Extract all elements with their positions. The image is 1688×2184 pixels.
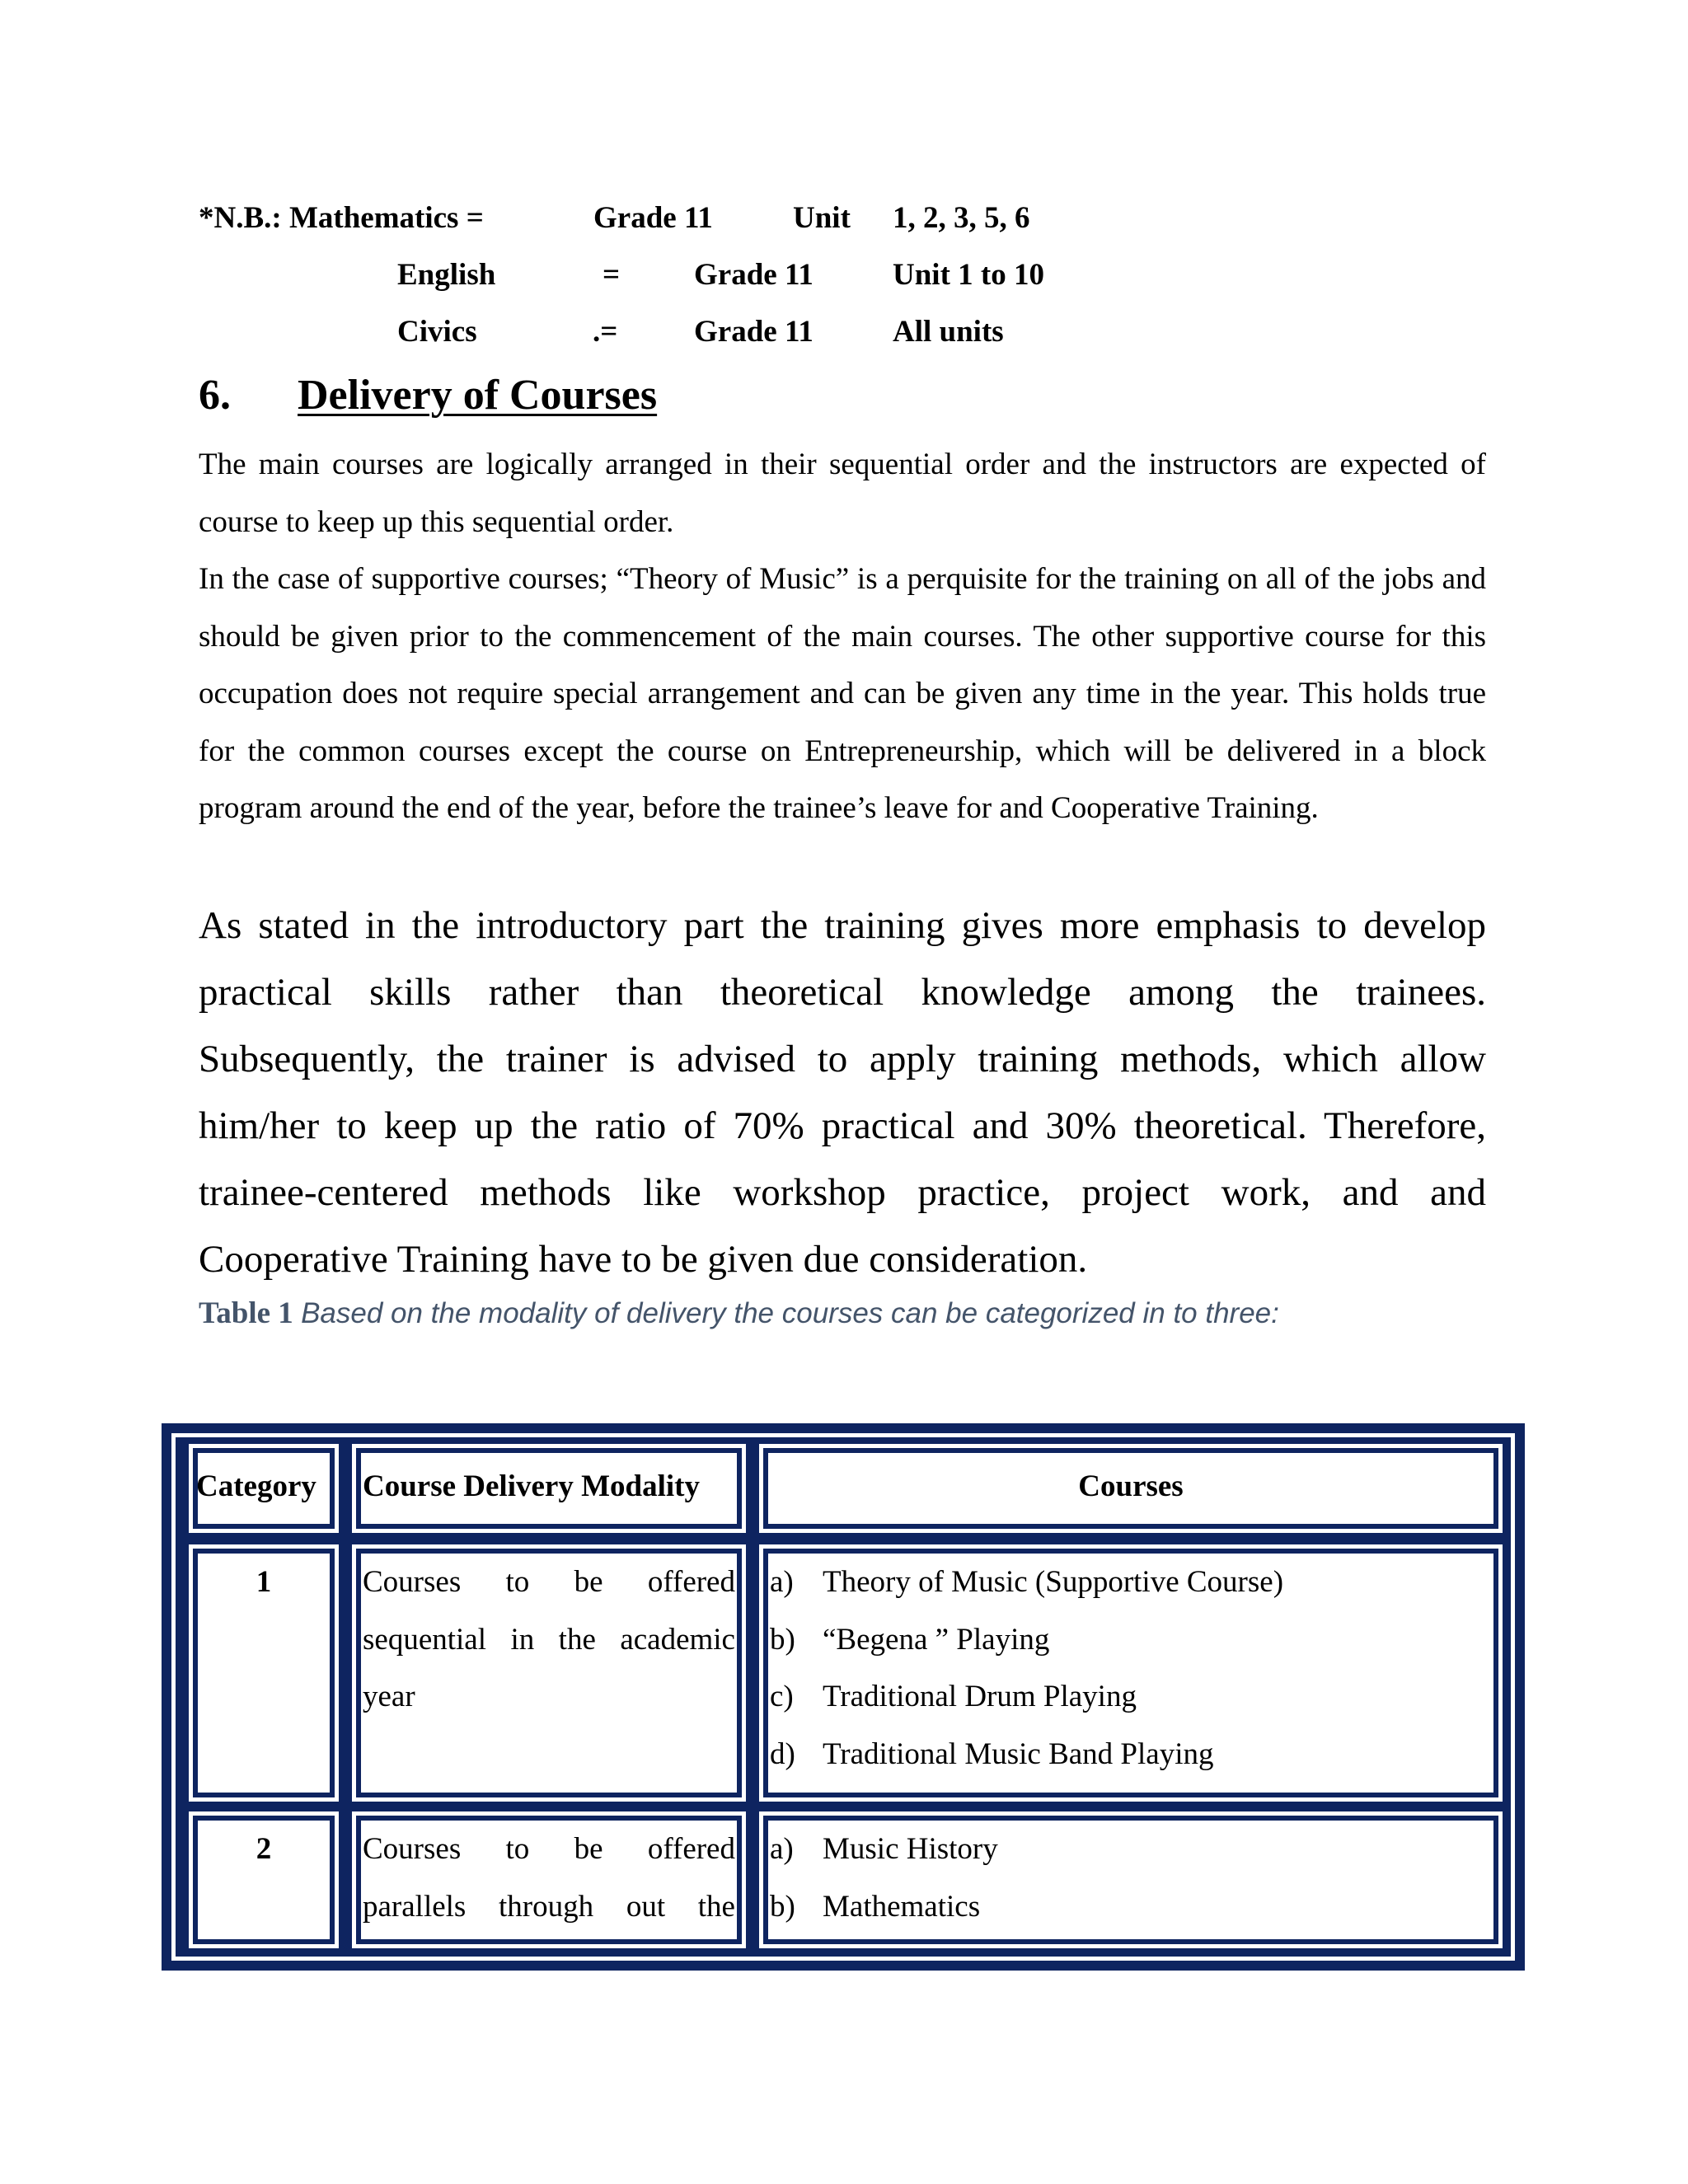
row-1-courses-cell	[763, 1549, 1498, 1797]
paragraph-3: As stated in the introductory part the training gives more emphasis to develop practical skills rather than theoretical knowledge among the trainees. Subsequently, the trainer is advised to apply training methods, which allow him/her to keep up the ratio of 70% practical and 30% theoretical. Therefore, trainee-centered methods like workshop practice, project work, and and Cooperative Training have to be given due consideration.	[199, 904, 1486, 1281]
row-1-category: 1	[256, 1565, 272, 1599]
header-courses: Courses	[1078, 1469, 1184, 1503]
word: sequential	[363, 1622, 487, 1657]
modality-line	[363, 1611, 735, 1669]
header-cell-modality	[356, 1448, 742, 1529]
word: academic	[620, 1622, 735, 1657]
word: to	[505, 1832, 530, 1866]
nb-row-2-eq: =	[603, 258, 621, 292]
word: be	[574, 1565, 603, 1599]
course-marker: a)	[770, 1832, 794, 1866]
course-item	[770, 1554, 1283, 1611]
nb-row-3-grade: Grade 11	[694, 315, 814, 349]
header-cell-courses	[763, 1448, 1498, 1529]
paragraph-1: The main courses are logically arranged in their sequential order and the instructors are expected of course to keep up this sequential order.	[199, 448, 1486, 539]
course-marker: d)	[770, 1736, 795, 1771]
course-name: Music History	[823, 1832, 998, 1866]
header-modality: Course Delivery Modality	[363, 1469, 700, 1503]
word: be	[574, 1832, 603, 1866]
modality-line	[363, 1878, 735, 1936]
header-cell-category	[193, 1448, 335, 1529]
nb-row-3-eq: .=	[593, 315, 618, 349]
course-marker: a)	[770, 1565, 794, 1599]
row-1-modality-cell	[356, 1549, 742, 1797]
word: offered	[647, 1565, 735, 1599]
nb-row-1-subject: *N.B.: Mathematics =	[199, 201, 484, 235]
nb-row-2-subject: English	[397, 258, 496, 292]
nb-row-2-grade: Grade 11	[694, 258, 814, 292]
word: Courses	[363, 1565, 462, 1599]
nb-row-1-unit-label: Unit	[793, 201, 851, 235]
word: through	[499, 1889, 594, 1924]
course-item	[770, 1821, 998, 1878]
word: the	[697, 1889, 735, 1924]
course-marker: c)	[770, 1680, 794, 1713]
section-title: Delivery of Courses	[298, 372, 658, 419]
courses-table	[162, 1423, 1525, 1971]
course-name: Theory of Music (Supportive Course)	[823, 1565, 1284, 1599]
row-1-category-cell	[193, 1549, 335, 1797]
course-marker: b)	[770, 1622, 795, 1657]
course-item	[770, 1611, 1049, 1669]
row-2-category-cell	[193, 1816, 335, 1944]
word: parallels	[363, 1889, 467, 1924]
word: out	[626, 1889, 666, 1924]
modality-line	[363, 1821, 735, 1878]
caption-text: Based on the modality of delivery the courses can be categorized in to three:	[301, 1297, 1279, 1329]
course-name: Mathematics	[823, 1889, 981, 1924]
course-item	[770, 1878, 980, 1936]
course-item	[770, 1726, 1214, 1783]
course-name: Traditional Drum Playing	[823, 1680, 1137, 1713]
nb-row-1-grade: Grade 11	[593, 201, 713, 235]
nb-row-1-units: 1, 2, 3, 5, 6	[893, 201, 1030, 235]
modality-line	[363, 1554, 735, 1611]
course-name: “Begena ” Playing	[823, 1622, 1050, 1657]
row-2-modality	[363, 1821, 735, 1935]
modality-line	[363, 1668, 735, 1726]
word: Courses	[363, 1832, 462, 1866]
word: the	[558, 1622, 596, 1657]
word: offered	[647, 1832, 735, 1866]
word: in	[510, 1622, 535, 1657]
row-1-modality	[363, 1554, 735, 1726]
word: year	[363, 1680, 415, 1713]
row-2-modality-cell	[356, 1816, 742, 1944]
paragraph-2: In the case of supportive courses; “Theory of Music” is a perquisite for the training on all of the jobs and should be given prior to the commencement of the main courses. The other supportive course for this occupation does not require special arrangement and can be given any time in the year. This holds true for the common courses except the course on Entrepreneurship, which will be delivered in a block program around the end of the year, before the trainee’s leave for and Cooperative Training.	[199, 562, 1486, 825]
word: to	[505, 1565, 530, 1599]
course-name: Traditional Music Band Playing	[823, 1736, 1214, 1771]
nb-row-3-subject: Civics	[397, 315, 477, 349]
row-2-category: 2	[256, 1832, 272, 1866]
header-category: Category	[196, 1469, 316, 1503]
row-2-courses-cell	[763, 1816, 1498, 1944]
nb-row-3-units: All units	[893, 315, 1004, 349]
section-number: 6.	[199, 372, 231, 419]
table-caption	[199, 1298, 1279, 1329]
nb-row-2-units: Unit 1 to 10	[893, 258, 1044, 292]
course-item	[770, 1668, 1137, 1726]
course-marker: b)	[770, 1889, 795, 1924]
caption-label: Table 1	[199, 1296, 293, 1330]
